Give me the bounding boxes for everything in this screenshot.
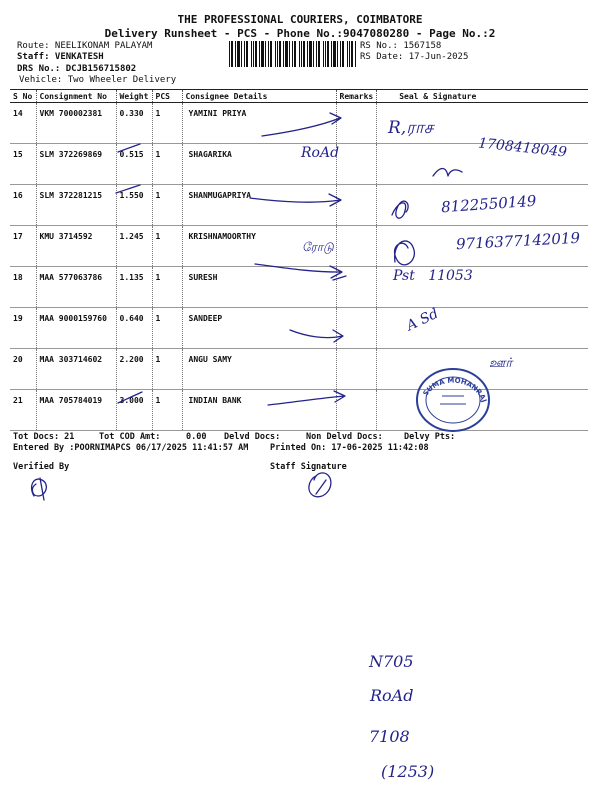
weight-cell: 0.330 <box>116 103 152 144</box>
sno-cell: 17 <box>10 226 36 267</box>
route-label: Route: NEELIKONAM PALAYAM <box>17 41 153 51</box>
col-sno: S No <box>10 90 36 103</box>
verified-signature <box>32 478 47 500</box>
consignee-cell: SANDEEP <box>182 308 336 349</box>
delivered-docs: Delvd Docs: <box>224 432 281 442</box>
handwritten-sig-row17: 9716377142019 <box>455 228 581 254</box>
sno-cell: 21 <box>10 390 36 431</box>
handwritten-sig-row15: 1708418049 <box>477 135 568 161</box>
weight-cell: 1.245 <box>116 226 152 267</box>
sno-cell: 16 <box>10 185 36 226</box>
handwritten-note: (1253) <box>381 762 435 781</box>
handwritten-remark-row17: ரோடு <box>302 240 334 254</box>
arrow-mark <box>250 194 341 206</box>
strike-mark <box>118 144 140 152</box>
pcs-cell: 1 <box>152 267 182 308</box>
staff-signature-label: Staff Signature <box>270 462 347 472</box>
pcs-cell: 1 <box>152 103 182 144</box>
handwritten-sig-row16: 8122550149 <box>440 191 537 217</box>
consignment-cell: MAA 9000159760 <box>36 308 116 349</box>
handwritten-sig-row20: ஊர் <box>489 356 513 371</box>
consignment-cell: SLM 372281215 <box>36 185 116 226</box>
runsheet-subtitle: Delivery Runsheet - PCS - Phone No.:9047080280 - Page No.:2 <box>104 27 496 40</box>
delivery-points: Delvy Pts: <box>404 432 456 442</box>
arrow-mark <box>290 330 343 342</box>
consignment-cell: MAA 705784019 <box>36 390 116 431</box>
pcs-cell: 1 <box>152 185 182 226</box>
company-title: THE PROFESSIONAL COURIERS, COIMBATORE <box>177 13 423 26</box>
consignee-cell: SHANMUGAPRIYA <box>182 185 336 226</box>
signature-scribble <box>395 241 415 265</box>
sno-cell: 19 <box>10 308 36 349</box>
col-consignment: Consignment No <box>36 90 116 103</box>
staff-label: Staff: VENKATESH <box>17 52 104 62</box>
non-delivered-docs: Non Delvd Docs: <box>306 432 383 442</box>
handwritten-note: RoAd <box>370 686 414 705</box>
consignee-cell: SHAGARIKA <box>182 144 336 185</box>
pcs-cell: 1 <box>152 390 182 431</box>
rs-number: RS No.: 1567158 <box>360 41 442 51</box>
consignment-cell: KMU 3714592 <box>36 226 116 267</box>
consignee-cell: YAMINI PRIYA <box>182 103 336 144</box>
handwritten-sig-row19: A Sd <box>404 305 441 335</box>
consignment-cell: MAA 303714602 <box>36 349 116 390</box>
col-seal-signature: Seal & Signature <box>377 90 588 103</box>
weight-cell: 1.550 <box>116 185 152 226</box>
handwritten-note: 7108 <box>369 727 410 746</box>
sno-cell: 20 <box>10 349 36 390</box>
drs-number: DRS No.: DCJB156715802 <box>17 64 137 74</box>
handwritten-sig-row18: Pst 11053 <box>393 268 473 284</box>
signature-scribble <box>433 169 462 177</box>
total-docs: Tot Docs: 21 <box>13 432 75 442</box>
pcs-cell: 1 <box>152 349 182 390</box>
entered-by: Entered By :POORNIMAPCS 06/17/2025 11:41:57 AM <box>13 443 249 453</box>
weight-cell: 3.000 <box>116 390 152 431</box>
signature-scribble <box>392 201 408 218</box>
consignee-cell: INDIAN BANK <box>182 390 336 431</box>
printed-on: Printed On: 17-06-2025 11:42:08 <box>270 443 429 453</box>
delivery-seal-stamp <box>414 366 492 434</box>
svg-text:SUMA MOHANRAJ <box>422 377 488 404</box>
handwritten-sig-row14: R,ராச <box>388 118 434 138</box>
col-remarks: Remarks <box>336 90 377 103</box>
verified-by-label: Verified By <box>13 462 70 472</box>
pcs-cell: 1 <box>152 144 182 185</box>
strike-mark <box>118 392 142 403</box>
col-pcs: PCS <box>152 90 182 103</box>
arrow-mark <box>255 264 342 278</box>
arrow-mark <box>333 276 346 280</box>
consignee-cell: ANGU SAMY <box>182 349 336 390</box>
weight-cell: 2.200 <box>116 349 152 390</box>
sno-cell: 15 <box>10 144 36 185</box>
consignment-cell: VKM 700002381 <box>36 103 116 144</box>
total-cod-amount: Tot COD Amt: 0.00 <box>99 432 207 442</box>
pcs-cell: 1 <box>152 226 182 267</box>
handwritten-note: N705 <box>369 652 414 671</box>
stamp-text: SUMA MOHANRAJ <box>421 376 488 404</box>
staff-signature <box>309 473 331 497</box>
arrow-mark <box>268 391 345 405</box>
col-weight: Weight <box>116 90 152 103</box>
weight-cell: 1.135 <box>116 267 152 308</box>
weight-cell: 0.640 <box>116 308 152 349</box>
consignment-cell: SLM 372269869 <box>36 144 116 185</box>
col-consignee: Consignee Details <box>182 90 336 103</box>
weight-cell: 0.515 <box>116 144 152 185</box>
strike-mark <box>116 185 140 193</box>
consignment-cell: MAA 577063786 <box>36 267 116 308</box>
vehicle-label: Vehicle: Two Wheeler Delivery <box>19 75 177 85</box>
consignee-cell: SURESH <box>182 267 336 308</box>
sno-cell: 18 <box>10 267 36 308</box>
handwritten-remark-row15: RoAd <box>301 145 340 161</box>
pcs-cell: 1 <box>152 308 182 349</box>
consignee-cell: KRISHNAMOORTHY <box>182 226 336 267</box>
rs-date: RS Date: 17-Jun-2025 <box>360 52 469 62</box>
sno-cell: 14 <box>10 103 36 144</box>
arrow-mark <box>262 113 341 136</box>
